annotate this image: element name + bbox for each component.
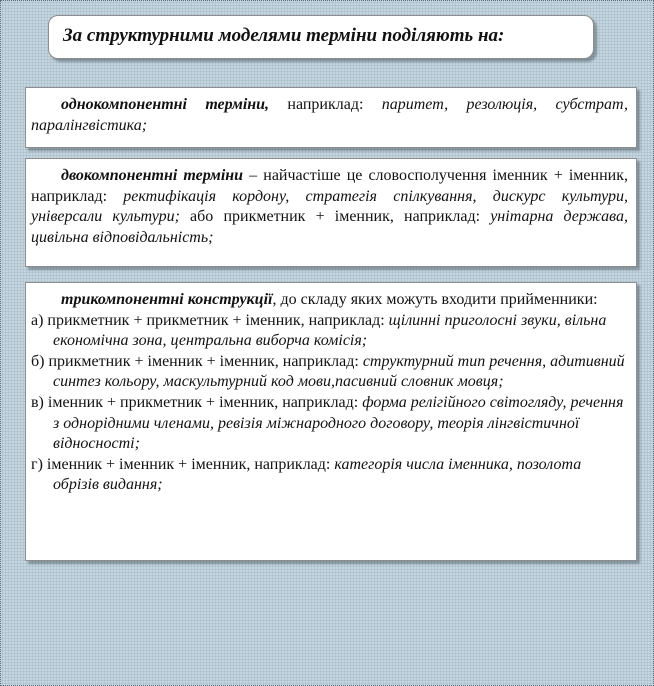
list-item-d-examples: категорія числа іменника, позолота обрізів видання; — [53, 455, 582, 494]
list-item-c-pattern: в) іменник + прикметник + іменник, наприклад: — [31, 393, 363, 411]
two-component-examples-1: ректифікація кордону, стратегія спілкування, дискурс культури, універсали культури; — [31, 187, 628, 226]
two-component-examples-2: унітарна держава, цивільна відповідальність; — [31, 208, 629, 246]
three-component-intro — [31, 290, 628, 311]
list-item-d — [31, 455, 628, 496]
heading-box — [48, 15, 594, 59]
two-component-text-2: або прикметник + іменник, наприклад: — [179, 208, 491, 226]
three-component-term: трикомпонентні конструкції — [61, 291, 273, 308]
one-component-text: наприклад: — [269, 96, 382, 113]
list-item-b-pattern: б) прикметник + іменник + іменник, наприклад: — [31, 352, 363, 370]
two-component-text-1: – найчастіше це словосполучення іменник + іменник, наприклад: — [31, 167, 628, 205]
two-component-term: двокомпонентні терміни — [61, 167, 244, 184]
one-component-term: однокомпонентні терміни, — [61, 96, 270, 113]
three-component-constructions-box — [25, 282, 637, 561]
list-item-a-pattern: а) прикметник + прикметник + іменник, наприклад: — [31, 311, 389, 329]
list-item-b — [31, 352, 628, 393]
list-item-a-examples: щілинні приголосні звуки, вільна економічна зона, центральна виборча комісія; — [53, 311, 607, 350]
three-component-text: , до складу яких можуть входити прийменники: — [272, 291, 598, 308]
list-item-a — [31, 311, 628, 352]
list-item-d-pattern: г) іменник + іменник + іменник, наприклад: — [31, 455, 335, 473]
list-item-c — [31, 393, 628, 455]
one-component-terms-box — [25, 87, 637, 148]
two-component-paragraph — [31, 166, 628, 248]
heading-text: За структурними моделями терміни поділяють на: — [63, 25, 505, 46]
two-component-terms-box — [25, 158, 637, 267]
list-item-c-examples: форма релігійного світогляду, речення з однорідними членами, ревізія міжнародного договору, теорія лінгвістичної відносності; — [53, 393, 624, 453]
list-item-b-examples: структурний тип речення, адитивний синтез кольору, маскультурний код мови,пасивний словник мовця; — [53, 352, 625, 391]
one-component-paragraph — [31, 95, 628, 136]
one-component-examples: паритет, резолюція, субстрат, паралінгвістика; — [31, 96, 629, 134]
